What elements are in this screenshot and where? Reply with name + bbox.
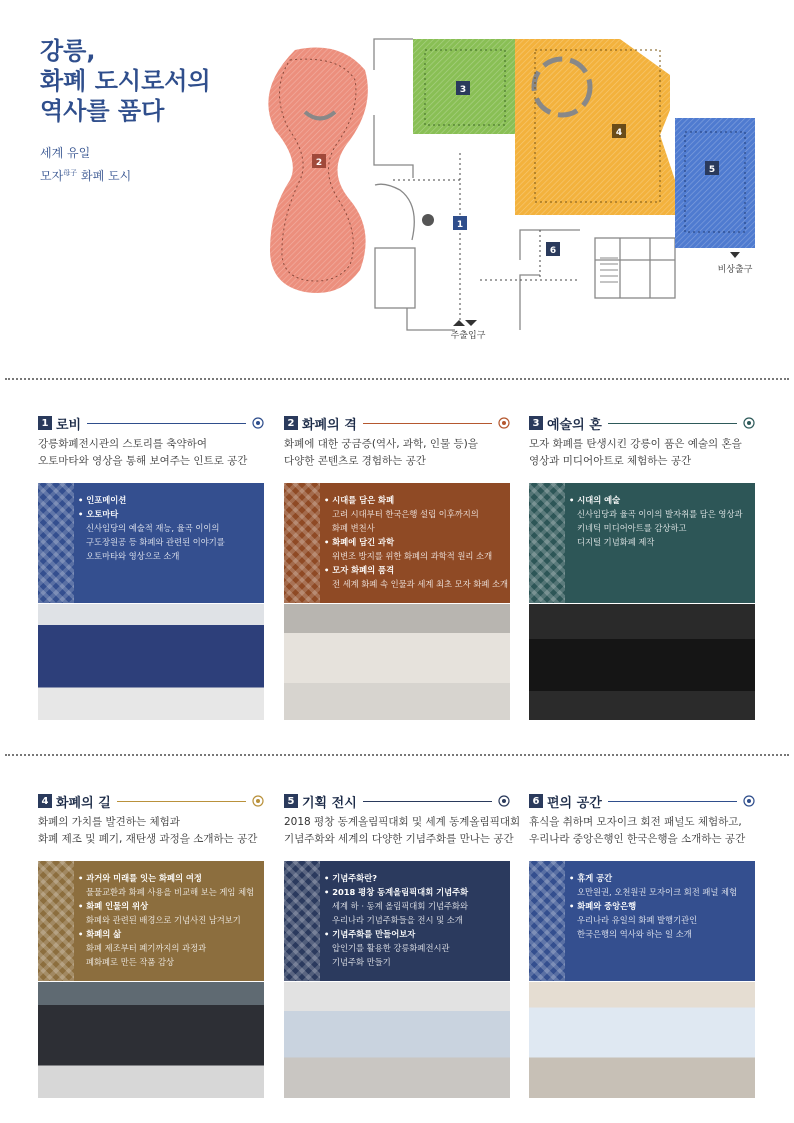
item-heading: • 모자 화폐의 품격 [324,563,504,577]
zone-3 [413,39,515,134]
description-line: 화폐에 대한 궁금증(역사, 과학, 인물 등)을 [284,438,478,450]
section-title: 화폐의 격 [302,417,357,433]
section-rule [608,801,737,802]
zone-4-label: 4 [615,128,623,138]
section-header [38,792,264,810]
section-number: 3 [529,416,543,430]
item-list [78,493,258,563]
item-heading: • 시대의 예술 [569,493,749,507]
item-detail: 세계 하 · 동계 올림픽대회 기념주화와 [332,901,469,911]
subtitle-text: 화폐 도시 [77,169,132,183]
item-list [324,493,509,591]
zone-2-label: 2 [315,158,323,168]
pattern-decoration [284,483,320,603]
description-line: 기념주화와 세계의 다양한 기념주화를 만나는 공간 [284,833,514,845]
emergency-exit-label: 비상출구 [717,265,753,275]
description-line: 2018 평창 동계올림픽대회 및 세계 동계올림픽대회 [284,816,521,828]
item-detail: 신사임당과 율곡 이이의 발자취를 담은 영상과 [577,509,743,519]
ornament-icon [498,417,510,429]
zone-1-label: 1 [456,220,464,230]
ornament-icon [498,795,510,807]
item-detail: 구도장원공 등 화폐와 관련된 이야기를 [86,537,225,547]
section-number: 4 [38,794,52,808]
exhibit-photo [284,604,510,720]
section-2 [284,414,510,720]
section-title: 예술의 혼 [547,417,602,433]
subtitle-line: 세계 유일 [40,146,91,160]
item-detail: 화폐 변천사 [332,523,375,533]
item-heading: • 화폐의 삶 [78,927,258,941]
divider [5,378,789,380]
title-line: 강릉, [40,37,96,65]
section-number: 6 [529,794,543,808]
section-rule [87,423,246,424]
title-line: 화폐 도시로서의 [40,67,211,95]
section-title: 로비 [56,417,82,433]
section-description [284,814,521,848]
page-subtitle [40,143,131,186]
pattern-decoration [284,861,320,981]
item-list [569,871,749,941]
item-list [78,871,258,969]
item-detail: 화폐와 관련된 배경으로 기념사진 남겨보기 [86,915,241,925]
item-detail: 신사임당의 예술적 재능, 율곡 이이의 [86,523,220,533]
item-detail: 위변조 방지를 위한 화폐의 과학적 원리 소개 [332,551,493,561]
section-header [529,792,755,810]
section-rule [117,801,246,802]
item-detail: 기념주화 만들기 [332,957,391,967]
page-title [40,36,211,126]
item-heading: • 기념주화란? [324,871,504,885]
item-detail: 화폐 제조부터 폐기까지의 과정과 [86,943,207,953]
info-box [38,861,264,981]
description-line: 다양한 콘텐츠로 경험하는 공간 [284,455,426,467]
section-number: 5 [284,794,298,808]
zone-1 [390,150,467,320]
item-detail: 오만원권, 오천원권 모자이크 회전 패널 체험 [577,887,738,897]
ornament-icon [252,417,264,429]
exhibit-photo [38,982,264,1098]
item-heading: • 인포메이션 [78,493,258,507]
section-description [529,814,755,848]
zone-2 [268,48,368,294]
item-heading: • 2018 평창 동계올림픽대회 기념주화 [324,885,504,899]
item-detail: 오토마타와 영상으로 소개 [86,551,180,561]
section-description [38,436,264,470]
item-list [324,871,504,969]
section-rule [608,423,737,424]
section-header [284,414,510,432]
zone-5-label: 5 [708,165,716,175]
item-detail: 전 세계 화폐 속 인물과 세계 최초 모자 화폐 소개 [332,579,509,589]
section-number: 2 [284,416,298,430]
section-description [284,436,510,470]
description-line: 화폐 제조 및 폐기, 재탄생 과정을 소개하는 공간 [38,833,258,845]
exit-arrow-icon [465,320,477,326]
ornament-icon [743,795,755,807]
section-6 [529,792,755,1098]
info-icon [422,214,434,226]
description-line: 휴식을 취하며 모자이크 회전 패널도 체험하고, [529,816,742,828]
description-line: 강릉화폐전시관의 스토리를 축약하여 [38,438,207,450]
pattern-decoration [529,483,565,603]
section-description [529,436,755,470]
item-detail: 폐화폐로 만든 작품 감상 [86,957,175,967]
item-detail: 고려 시대부터 한국은행 설립 이후까지의 [332,509,479,519]
section-header [284,792,510,810]
description-line: 영상과 미디어아트로 체험하는 공간 [529,455,692,467]
divider [5,754,789,756]
floor-map [250,30,770,350]
item-heading: • 과거와 미래를 잇는 화폐의 여정 [78,871,258,885]
exhibit-photo [529,604,755,720]
pattern-decoration [529,861,565,981]
subtitle-line [40,163,131,186]
item-heading: • 화폐와 중앙은행 [569,899,749,913]
description-line: 화폐의 가치를 발견하는 체험과 [38,816,180,828]
item-heading: • 휴게 공간 [569,871,749,885]
zone-4 [515,39,675,215]
zone-6 [480,230,580,280]
section-rule [363,423,492,424]
zone-3-label: 3 [459,85,467,95]
item-detail: 압인기를 활용한 강릉화폐전시관 [332,943,450,953]
subtitle-hanja: 母子 [63,169,78,177]
item-heading: • 화폐에 담긴 과학 [324,535,504,549]
exhibit-photo [284,982,510,1098]
section-title: 편의 공간 [547,795,602,811]
item-detail: 한국은행의 역사와 하는 일 소개 [577,929,692,939]
section-header [38,414,264,432]
entrance-label: 주출입구 [450,331,486,341]
section-3 [529,414,755,720]
section-title: 기획 전시 [302,795,357,811]
entrance-arrow-icon [453,320,465,326]
item-detail: 디지털 기념화폐 제작 [577,537,655,547]
section-4 [38,792,264,1098]
item-heading: • 화폐 인물의 위상 [78,899,258,913]
item-heading: • 오토마타 [78,507,258,521]
exhibit-photo [38,604,264,720]
description-line: 오토마타와 영상을 통해 보여주는 인트로 공간 [38,455,248,467]
item-heading: • 기념주화를 만들어보자 [324,927,504,941]
ornament-icon [743,417,755,429]
section-title: 화폐의 길 [56,795,111,811]
section-rule [363,801,492,802]
item-detail: 키네틱 미디어아트를 감상하고 [577,523,687,533]
description-line: 모자 화폐를 탄생시킨 강릉이 품은 예술의 혼을 [529,438,742,450]
section-header [529,414,755,432]
subtitle-text: 모자 [40,169,64,183]
info-box [38,483,264,603]
item-list [569,493,749,549]
exhibit-photo [529,982,755,1098]
item-heading: • 시대를 담은 화폐 [324,493,504,507]
info-box [529,861,755,981]
emergency-exit-arrow-icon [730,252,740,258]
info-box [529,483,755,603]
pattern-decoration [38,861,74,981]
section-number: 1 [38,416,52,430]
section-5 [284,792,521,1098]
ornament-icon [252,795,264,807]
title-line: 역사를 품다 [40,97,165,125]
section-description [38,814,264,848]
description-line: 우리나라 중앙은행인 한국은행을 소개하는 공간 [529,833,746,845]
info-box [284,861,510,981]
item-detail: 우리나라 유일의 화폐 발행기관인 [577,915,698,925]
pattern-decoration [38,483,74,603]
info-box [284,483,510,603]
zone-6-label: 6 [549,246,557,256]
item-detail: 우리나라 기념주화들을 전시 및 소개 [332,915,463,925]
item-detail: 물물교환과 화폐 사용을 비교해 보는 게임 체험 [86,887,255,897]
section-1 [38,414,264,720]
zone-5 [675,118,755,248]
